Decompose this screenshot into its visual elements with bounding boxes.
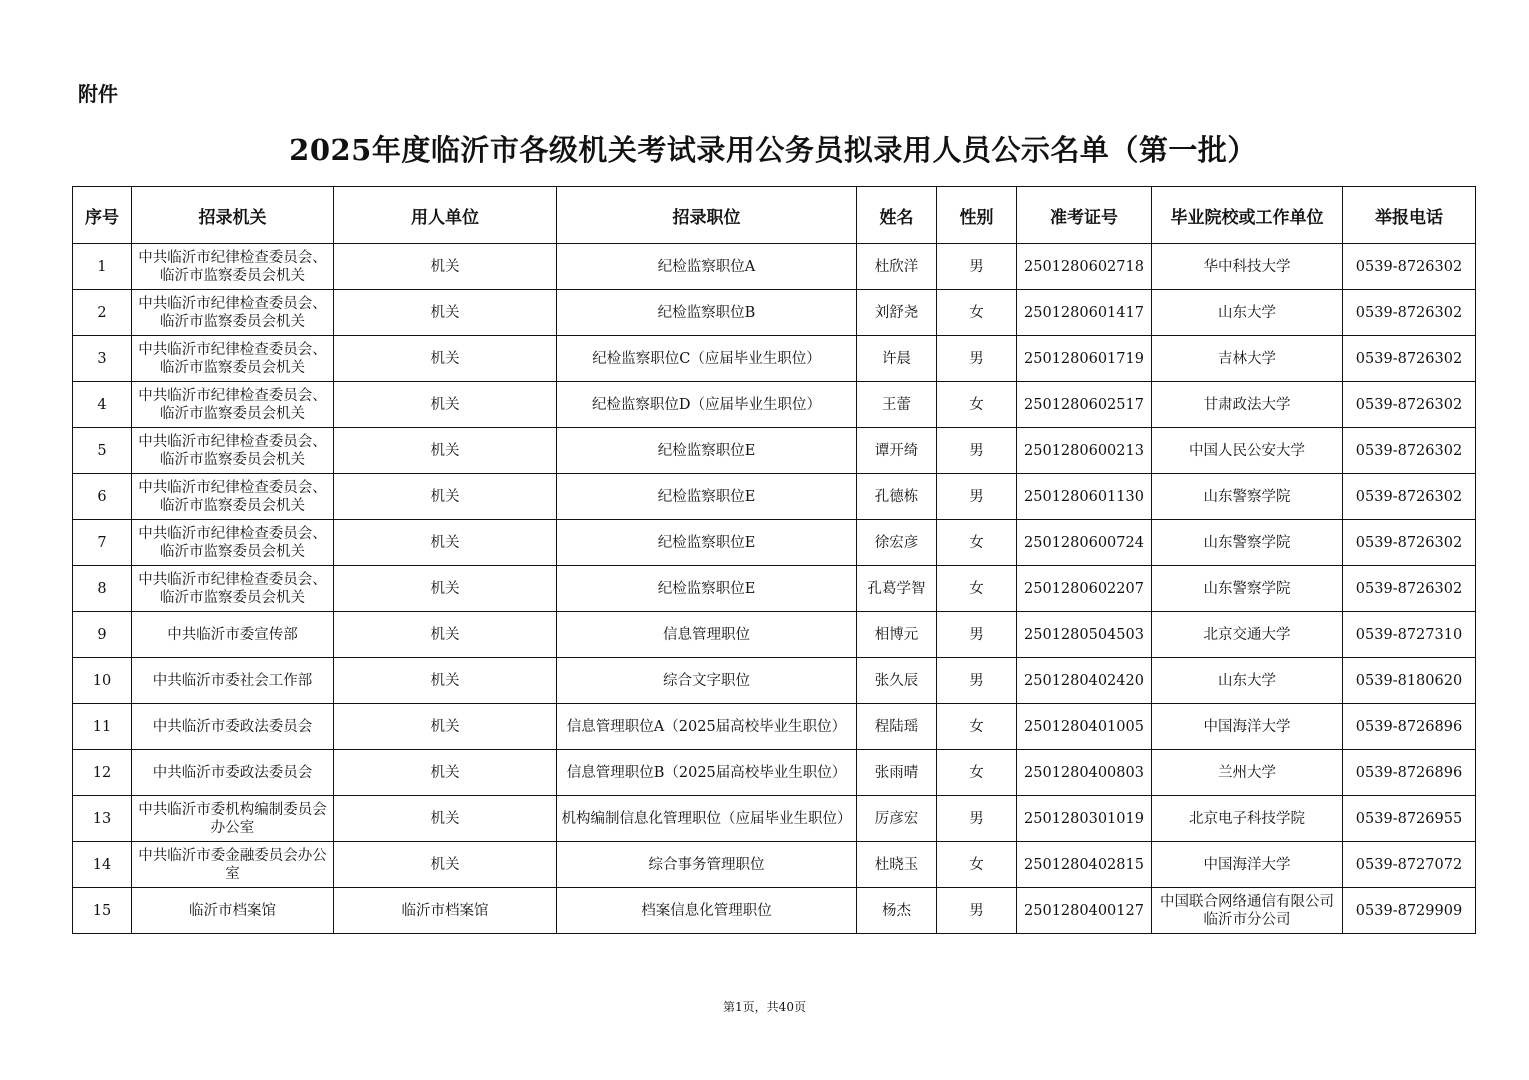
cell-name: 杨杰 [857,888,937,934]
cell-agency: 中共临沂市委机构编制委员会办公室 [132,796,334,842]
cell-gender: 女 [937,566,1017,612]
cell-gender: 男 [937,428,1017,474]
cell-name: 杜晓玉 [857,842,937,888]
cell-name: 张雨晴 [857,750,937,796]
cell-index: 6 [73,474,132,520]
cell-employer: 机关 [334,566,557,612]
cell-gender: 女 [937,382,1017,428]
cell-employer: 机关 [334,612,557,658]
cell-position: 综合文字职位 [557,658,857,704]
cell-name: 程陆瑶 [857,704,937,750]
cell-school-or-workplace: 中国海洋大学 [1152,842,1343,888]
cell-exam-number: 2501280301019 [1017,796,1152,842]
cell-position: 纪检监察职位E [557,520,857,566]
cell-name: 刘舒尧 [857,290,937,336]
cell-index: 14 [73,842,132,888]
cell-position: 纪检监察职位B [557,290,857,336]
cell-employer: 临沂市档案馆 [334,888,557,934]
cell-report-phone: 0539-8726302 [1343,244,1476,290]
table-row [73,566,1476,612]
cell-employer: 机关 [334,842,557,888]
table-row [73,474,1476,520]
cell-exam-number: 2501280400803 [1017,750,1152,796]
cell-index: 1 [73,244,132,290]
cell-employer: 机关 [334,244,557,290]
cell-name: 徐宏彦 [857,520,937,566]
cell-school-or-workplace: 中国联合网络通信有限公司临沂市分公司 [1152,888,1343,934]
header-name: 姓名 [857,187,937,244]
cell-index: 10 [73,658,132,704]
cell-report-phone: 0539-8729909 [1343,888,1476,934]
table-row [73,842,1476,888]
cell-position: 纪检监察职位A [557,244,857,290]
cell-exam-number: 2501280600724 [1017,520,1152,566]
cell-gender: 男 [937,612,1017,658]
cell-exam-number: 2501280402420 [1017,658,1152,704]
cell-position: 综合事务管理职位 [557,842,857,888]
cell-agency: 中共临沂市纪律检查委员会、临沂市监察委员会机关 [132,290,334,336]
cell-gender: 女 [937,290,1017,336]
cell-agency: 中共临沂市纪律检查委员会、临沂市监察委员会机关 [132,244,334,290]
cell-position: 纪检监察职位C（应届毕业生职位） [557,336,857,382]
cell-employer: 机关 [334,290,557,336]
cell-report-phone: 0539-8726302 [1343,290,1476,336]
cell-position: 纪检监察职位D（应届毕业生职位） [557,382,857,428]
cell-name: 谭开绮 [857,428,937,474]
roster-table [72,186,1476,934]
cell-agency: 中共临沂市委社会工作部 [132,658,334,704]
cell-report-phone: 0539-8726302 [1343,474,1476,520]
page-title: 2025年度临沂市各级机关考试录用公务员拟录用人员公示名单（第一批） [289,133,1257,167]
cell-exam-number: 2501280602718 [1017,244,1152,290]
cell-employer: 机关 [334,796,557,842]
cell-exam-number: 2501280401005 [1017,704,1152,750]
table-row [73,428,1476,474]
cell-exam-number: 2501280504503 [1017,612,1152,658]
cell-report-phone: 0539-8727072 [1343,842,1476,888]
cell-agency: 临沂市档案馆 [132,888,334,934]
cell-exam-number: 2501280602207 [1017,566,1152,612]
cell-report-phone: 0539-8726302 [1343,428,1476,474]
cell-agency: 中共临沂市委宣传部 [132,612,334,658]
cell-report-phone: 0539-8726302 [1343,566,1476,612]
cell-position: 机构编制信息化管理职位（应届毕业生职位） [557,796,857,842]
header-school-or-workplace: 毕业院校或工作单位 [1152,187,1343,244]
table-row [73,796,1476,842]
cell-agency: 中共临沂市纪律检查委员会、临沂市监察委员会机关 [132,336,334,382]
cell-gender: 女 [937,842,1017,888]
cell-employer: 机关 [334,520,557,566]
table-row [73,704,1476,750]
cell-school-or-workplace: 甘肃政法大学 [1152,382,1343,428]
cell-name: 张久辰 [857,658,937,704]
attachment-label: 附件 [78,82,118,106]
cell-report-phone: 0539-8726955 [1343,796,1476,842]
cell-position: 档案信息化管理职位 [557,888,857,934]
cell-name: 厉彦宏 [857,796,937,842]
cell-agency: 中共临沂市委金融委员会办公室 [132,842,334,888]
header-agency: 招录机关 [132,187,334,244]
cell-gender: 男 [937,336,1017,382]
cell-school-or-workplace: 山东警察学院 [1152,566,1343,612]
header-position: 招录职位 [557,187,857,244]
cell-index: 8 [73,566,132,612]
cell-agency: 中共临沂市委政法委员会 [132,750,334,796]
cell-index: 9 [73,612,132,658]
table-body [73,244,1476,934]
cell-agency: 中共临沂市纪律检查委员会、临沂市监察委员会机关 [132,428,334,474]
cell-name: 许晨 [857,336,937,382]
cell-school-or-workplace: 山东警察学院 [1152,474,1343,520]
cell-name: 相博元 [857,612,937,658]
table-row [73,888,1476,934]
cell-report-phone: 0539-8726302 [1343,520,1476,566]
cell-gender: 女 [937,520,1017,566]
cell-school-or-workplace: 中国海洋大学 [1152,704,1343,750]
cell-employer: 机关 [334,658,557,704]
cell-school-or-workplace: 华中科技大学 [1152,244,1343,290]
cell-name: 孔德栋 [857,474,937,520]
cell-report-phone: 0539-8180620 [1343,658,1476,704]
table-row [73,750,1476,796]
cell-employer: 机关 [334,428,557,474]
cell-agency: 中共临沂市纪律检查委员会、临沂市监察委员会机关 [132,382,334,428]
cell-school-or-workplace: 山东大学 [1152,658,1343,704]
cell-school-or-workplace: 吉林大学 [1152,336,1343,382]
header-gender: 性别 [937,187,1017,244]
cell-school-or-workplace: 北京电子科技学院 [1152,796,1343,842]
cell-gender: 男 [937,244,1017,290]
cell-position: 纪检监察职位E [557,566,857,612]
cell-position: 信息管理职位A（2025届高校毕业生职位） [557,704,857,750]
table-row [73,244,1476,290]
table-row [73,290,1476,336]
cell-employer: 机关 [334,704,557,750]
cell-school-or-workplace: 兰州大学 [1152,750,1343,796]
table-row [73,382,1476,428]
cell-agency: 中共临沂市委政法委员会 [132,704,334,750]
header-employer: 用人单位 [334,187,557,244]
cell-position: 信息管理职位B（2025届高校毕业生职位） [557,750,857,796]
cell-exam-number: 2501280400127 [1017,888,1152,934]
cell-exam-number: 2501280601130 [1017,474,1152,520]
cell-report-phone: 0539-8726896 [1343,750,1476,796]
table-row [73,336,1476,382]
cell-index: 13 [73,796,132,842]
cell-exam-number: 2501280600213 [1017,428,1152,474]
table-row [73,520,1476,566]
cell-school-or-workplace: 山东警察学院 [1152,520,1343,566]
cell-school-or-workplace: 山东大学 [1152,290,1343,336]
cell-gender: 男 [937,474,1017,520]
cell-gender: 女 [937,750,1017,796]
cell-position: 信息管理职位 [557,612,857,658]
cell-exam-number: 2501280402815 [1017,842,1152,888]
cell-exam-number: 2501280601719 [1017,336,1152,382]
cell-gender: 男 [937,796,1017,842]
page-footer: 第1页，共40页 [723,1000,806,1014]
cell-school-or-workplace: 北京交通大学 [1152,612,1343,658]
cell-report-phone: 0539-8726302 [1343,336,1476,382]
cell-exam-number: 2501280601417 [1017,290,1152,336]
cell-report-phone: 0539-8726896 [1343,704,1476,750]
cell-index: 15 [73,888,132,934]
header-row [73,187,1476,244]
cell-index: 11 [73,704,132,750]
cell-index: 12 [73,750,132,796]
header-exam-number: 准考证号 [1017,187,1152,244]
cell-gender: 女 [937,704,1017,750]
cell-index: 4 [73,382,132,428]
header-index: 序号 [73,187,132,244]
header-report-phone: 举报电话 [1343,187,1476,244]
cell-report-phone: 0539-8726302 [1343,382,1476,428]
cell-position: 纪检监察职位E [557,474,857,520]
cell-agency: 中共临沂市纪律检查委员会、临沂市监察委员会机关 [132,566,334,612]
cell-position: 纪检监察职位E [557,428,857,474]
cell-name: 王蕾 [857,382,937,428]
cell-school-or-workplace: 中国人民公安大学 [1152,428,1343,474]
cell-agency: 中共临沂市纪律检查委员会、临沂市监察委员会机关 [132,474,334,520]
cell-report-phone: 0539-8727310 [1343,612,1476,658]
cell-index: 2 [73,290,132,336]
cell-employer: 机关 [334,336,557,382]
cell-gender: 男 [937,658,1017,704]
cell-exam-number: 2501280602517 [1017,382,1152,428]
cell-name: 杜欣洋 [857,244,937,290]
cell-index: 5 [73,428,132,474]
cell-employer: 机关 [334,474,557,520]
table-row [73,658,1476,704]
cell-gender: 男 [937,888,1017,934]
cell-agency: 中共临沂市纪律检查委员会、临沂市监察委员会机关 [132,520,334,566]
table-row [73,612,1476,658]
cell-name: 孔葛学智 [857,566,937,612]
cell-index: 3 [73,336,132,382]
cell-employer: 机关 [334,750,557,796]
cell-index: 7 [73,520,132,566]
cell-employer: 机关 [334,382,557,428]
